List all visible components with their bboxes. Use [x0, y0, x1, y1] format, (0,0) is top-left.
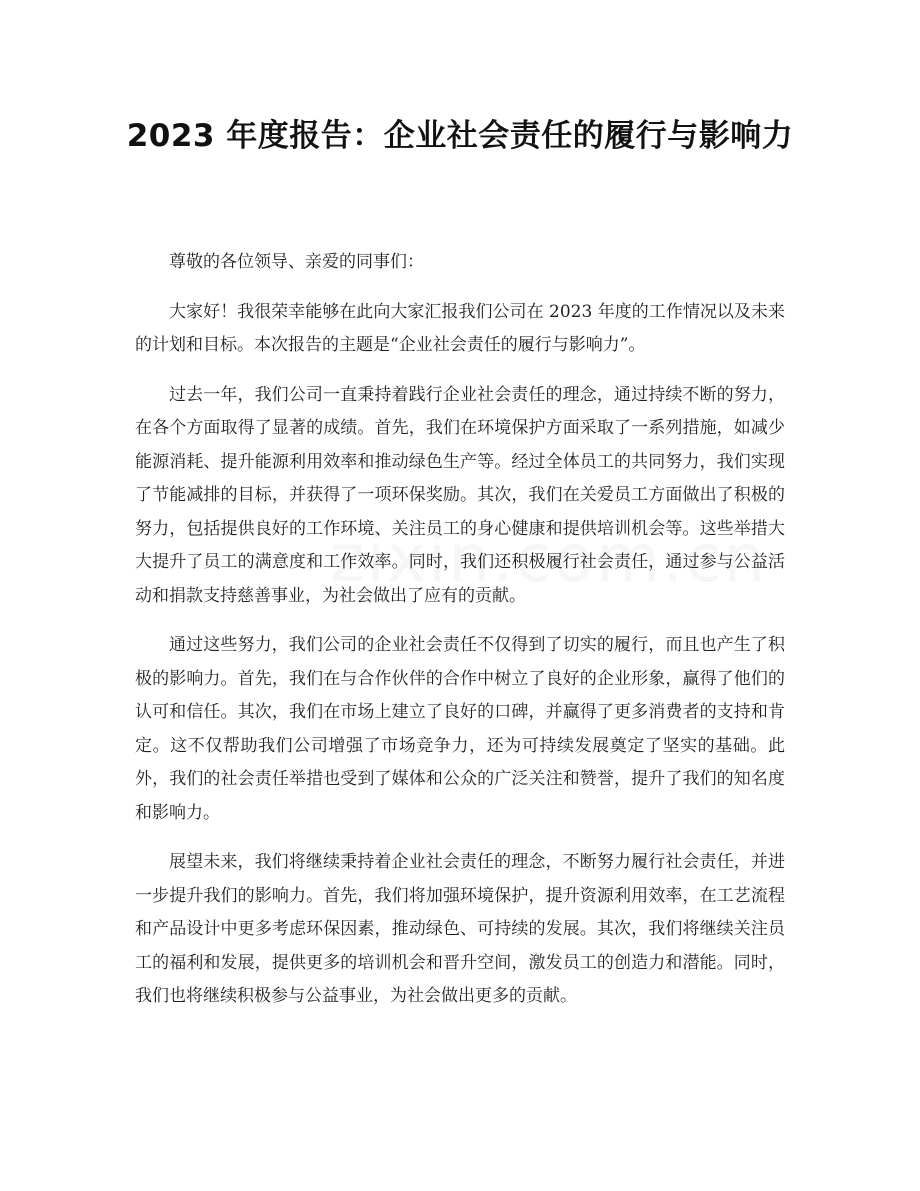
outlook-paragraph: 展望未来，我们将继续秉持着企业社会责任的理念，不断努力履行社会责任，并进一步提升我们的影响力。首先，我们将加强环境保护，提升资源利用效率，在工艺流程和产品设计中更多考虑环保因素，推动绿色、可持续的发展。其次，我们将继续关注员工的福利和发展，提供更多的培训机会和晋升空间，激发员工的创造力和潜能。同时，我们也将继续积极参与公益事业，为社会做出更多的贡献。	[135, 852, 785, 1006]
salutation-paragraph: 尊敬的各位领导、亲爱的同事们：	[169, 252, 424, 272]
document-body	[135, 246, 785, 1030]
document-title: 2023 年度报告：企业社会责任的履行与影响力	[126, 118, 794, 154]
intro-paragraph: 大家好！我很荣幸能够在此向大家汇报我们公司在 2023 年度的工作情况以及未来的计划和目标。本次报告的主题是“企业社会责任的履行与影响力”。	[135, 301, 785, 355]
past-year-paragraph: 过去一年，我们公司一直秉持着践行企业社会责任的理念，通过持续不断的努力，在各个方面取得了显著的成绩。首先，我们在环境保护方面采取了一系列措施，如减少能源消耗、提升能源利用效率和推动绿色生产等。经过全体员工的共同努力，我们实现了节能减排的目标，并获得了一项环保奖励。其次，我们在关爱员工方面做出了积极的努力，包括提供良好的工作环境、关注员工的身心健康和提供培训机会等。这些举措大大提升了员工的满意度和工作效率。同时，我们还积极履行社会责任，通过参与公益活动和捐款支持慈善事业，为社会做出了应有的贡献。	[135, 384, 785, 606]
impact-paragraph: 通过这些努力，我们公司的企业社会责任不仅得到了切实的履行，而且也产生了积极的影响力。首先，我们在与合作伙伴的合作中树立了良好的企业形象，赢得了他们的认可和信任。其次，我们在市场上建立了良好的口碑，并赢得了更多消费者的支持和肯定。这不仅帮助我们公司增强了市场竞争力，还为可持续发展奠定了坚实的基础。此外，我们的社会责任举措也受到了媒体和公众的广泛关注和赞誉，提升了我们的知名度和影响力。	[135, 635, 785, 823]
